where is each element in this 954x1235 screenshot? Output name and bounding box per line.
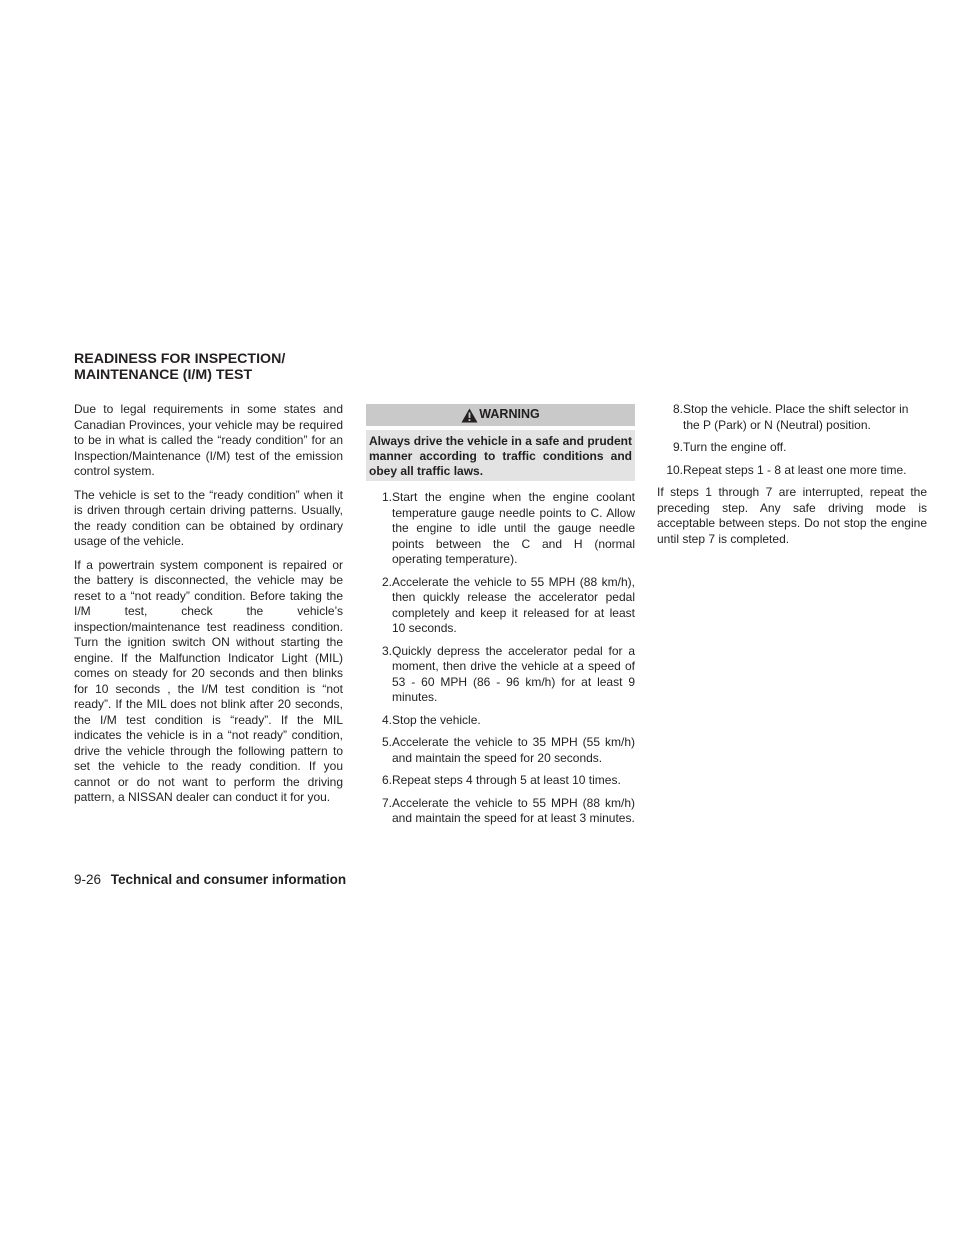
step-text: Stop the vehicle. xyxy=(392,712,481,727)
column-2 xyxy=(366,404,635,834)
step-text: Accelerate the vehicle to 35 MPH (55 km/h) and maintain the speed for 20 seconds. xyxy=(392,735,635,765)
driving-steps-list-1 xyxy=(366,490,635,827)
step-text: Quickly depress the accelerator pedal for a moment, then drive the vehicle at a speed of 53 - 60 MPH (86 - 96 km/h) for at least 9 minutes. xyxy=(392,643,635,705)
page-number: 9-26 xyxy=(74,872,102,887)
driving-steps-list-2 xyxy=(657,402,927,478)
warning-triangle-icon xyxy=(461,408,478,423)
column-3 xyxy=(657,402,927,555)
list-item xyxy=(366,644,635,706)
list-item xyxy=(366,773,635,789)
step-text: Start the engine when the engine coolant temperature gauge needle points to C. Allow the engine to idle until the gauge needle points between the C and H (normal operating temperature). xyxy=(392,490,635,567)
list-item xyxy=(366,575,635,637)
list-item xyxy=(657,463,927,479)
section-heading-line1: READINESS FOR INSPECTION/ xyxy=(74,351,286,367)
step-number: 1. xyxy=(381,490,392,505)
intro-paragraph-3: If a powertrain system component is repaired or the battery is disconnected, the vehicle may be reset to a “not ready” condition. Before taking the I/M test, check the vehicle’s inspection/maintenance test readiness condition. Turn the ignition switch ON without starting the engine. If the Malfunction Indicator Light (MIL) comes on steady for 20 seconds and then blinks for 10 seconds , the I/M test condition is “not ready”. If the MIL does not blink after 20 seconds, the I/M test condition is “ready”. If the MIL indicates the vehicle is in a “not ready” condition, drive the vehicle through the following pattern to set the vehicle to the ready condition. If you cannot or do not want to perform the driving pattern, a NISSAN dealer can conduct it for you. xyxy=(74,557,343,804)
section-heading xyxy=(74,351,364,383)
step-number: 7. xyxy=(381,795,392,810)
warning-label: WARNING xyxy=(479,407,540,422)
step-number: 8. xyxy=(672,402,683,416)
list-item xyxy=(657,402,927,433)
step-number: 3. xyxy=(381,643,392,658)
step-text: Stop the vehicle. Place the shift selector in the P (Park) or N (Neutral) position. xyxy=(683,402,909,432)
step-text: Accelerate the vehicle to 55 MPH (88 km/h) and maintain the speed for at least 3 minutes. xyxy=(392,795,635,826)
step-number: 9. xyxy=(672,440,683,454)
step-number: 5. xyxy=(381,735,392,750)
step-number: 4. xyxy=(381,712,392,727)
section-heading-line2: MAINTENANCE (I/M) TEST xyxy=(74,367,253,383)
section-title: Technical and consumer information xyxy=(110,872,347,887)
list-item xyxy=(366,490,635,568)
list-item xyxy=(657,440,927,456)
closing-paragraph: If steps 1 through 7 are interrupted, repeat the preceding step. Any safe driving mode is acceptable between steps. Do not stop the engine until step 7 is completed. xyxy=(657,485,927,546)
step-text: Turn the engine off. xyxy=(683,440,787,454)
list-item xyxy=(366,713,635,729)
list-item xyxy=(366,735,635,766)
step-text: Repeat steps 1 - 8 at least one more time. xyxy=(683,462,907,477)
page-footer xyxy=(74,872,346,888)
step-number: 6. xyxy=(381,773,392,788)
step-number: 10. xyxy=(666,462,683,477)
step-text: Accelerate the vehicle to 55 MPH (88 km/h), then quickly release the accelerator pedal completely and keep it released for at least 10 seconds. xyxy=(392,574,635,636)
column-1 xyxy=(74,402,343,814)
intro-paragraph-1: Due to legal requirements in some states and Canadian Provinces, your vehicle may be required to be in what is called the “ready condition” for an Inspection/Maintenance (I/M) test of the emission control system. xyxy=(74,402,343,478)
step-text: Repeat steps 4 through 5 at least 10 times. xyxy=(392,773,621,788)
warning-text: Always drive the vehicle in a safe and prudent manner according to traffic conditions and obey all traffic laws. xyxy=(366,430,635,481)
step-number: 2. xyxy=(381,574,392,589)
list-item xyxy=(366,796,635,827)
intro-paragraph-2: The vehicle is set to the “ready condition” when it is driven through certain driving patterns. Usually, the ready condition can be obtained by ordinary usage of the vehicle. xyxy=(74,487,343,548)
warning-header xyxy=(366,404,635,426)
